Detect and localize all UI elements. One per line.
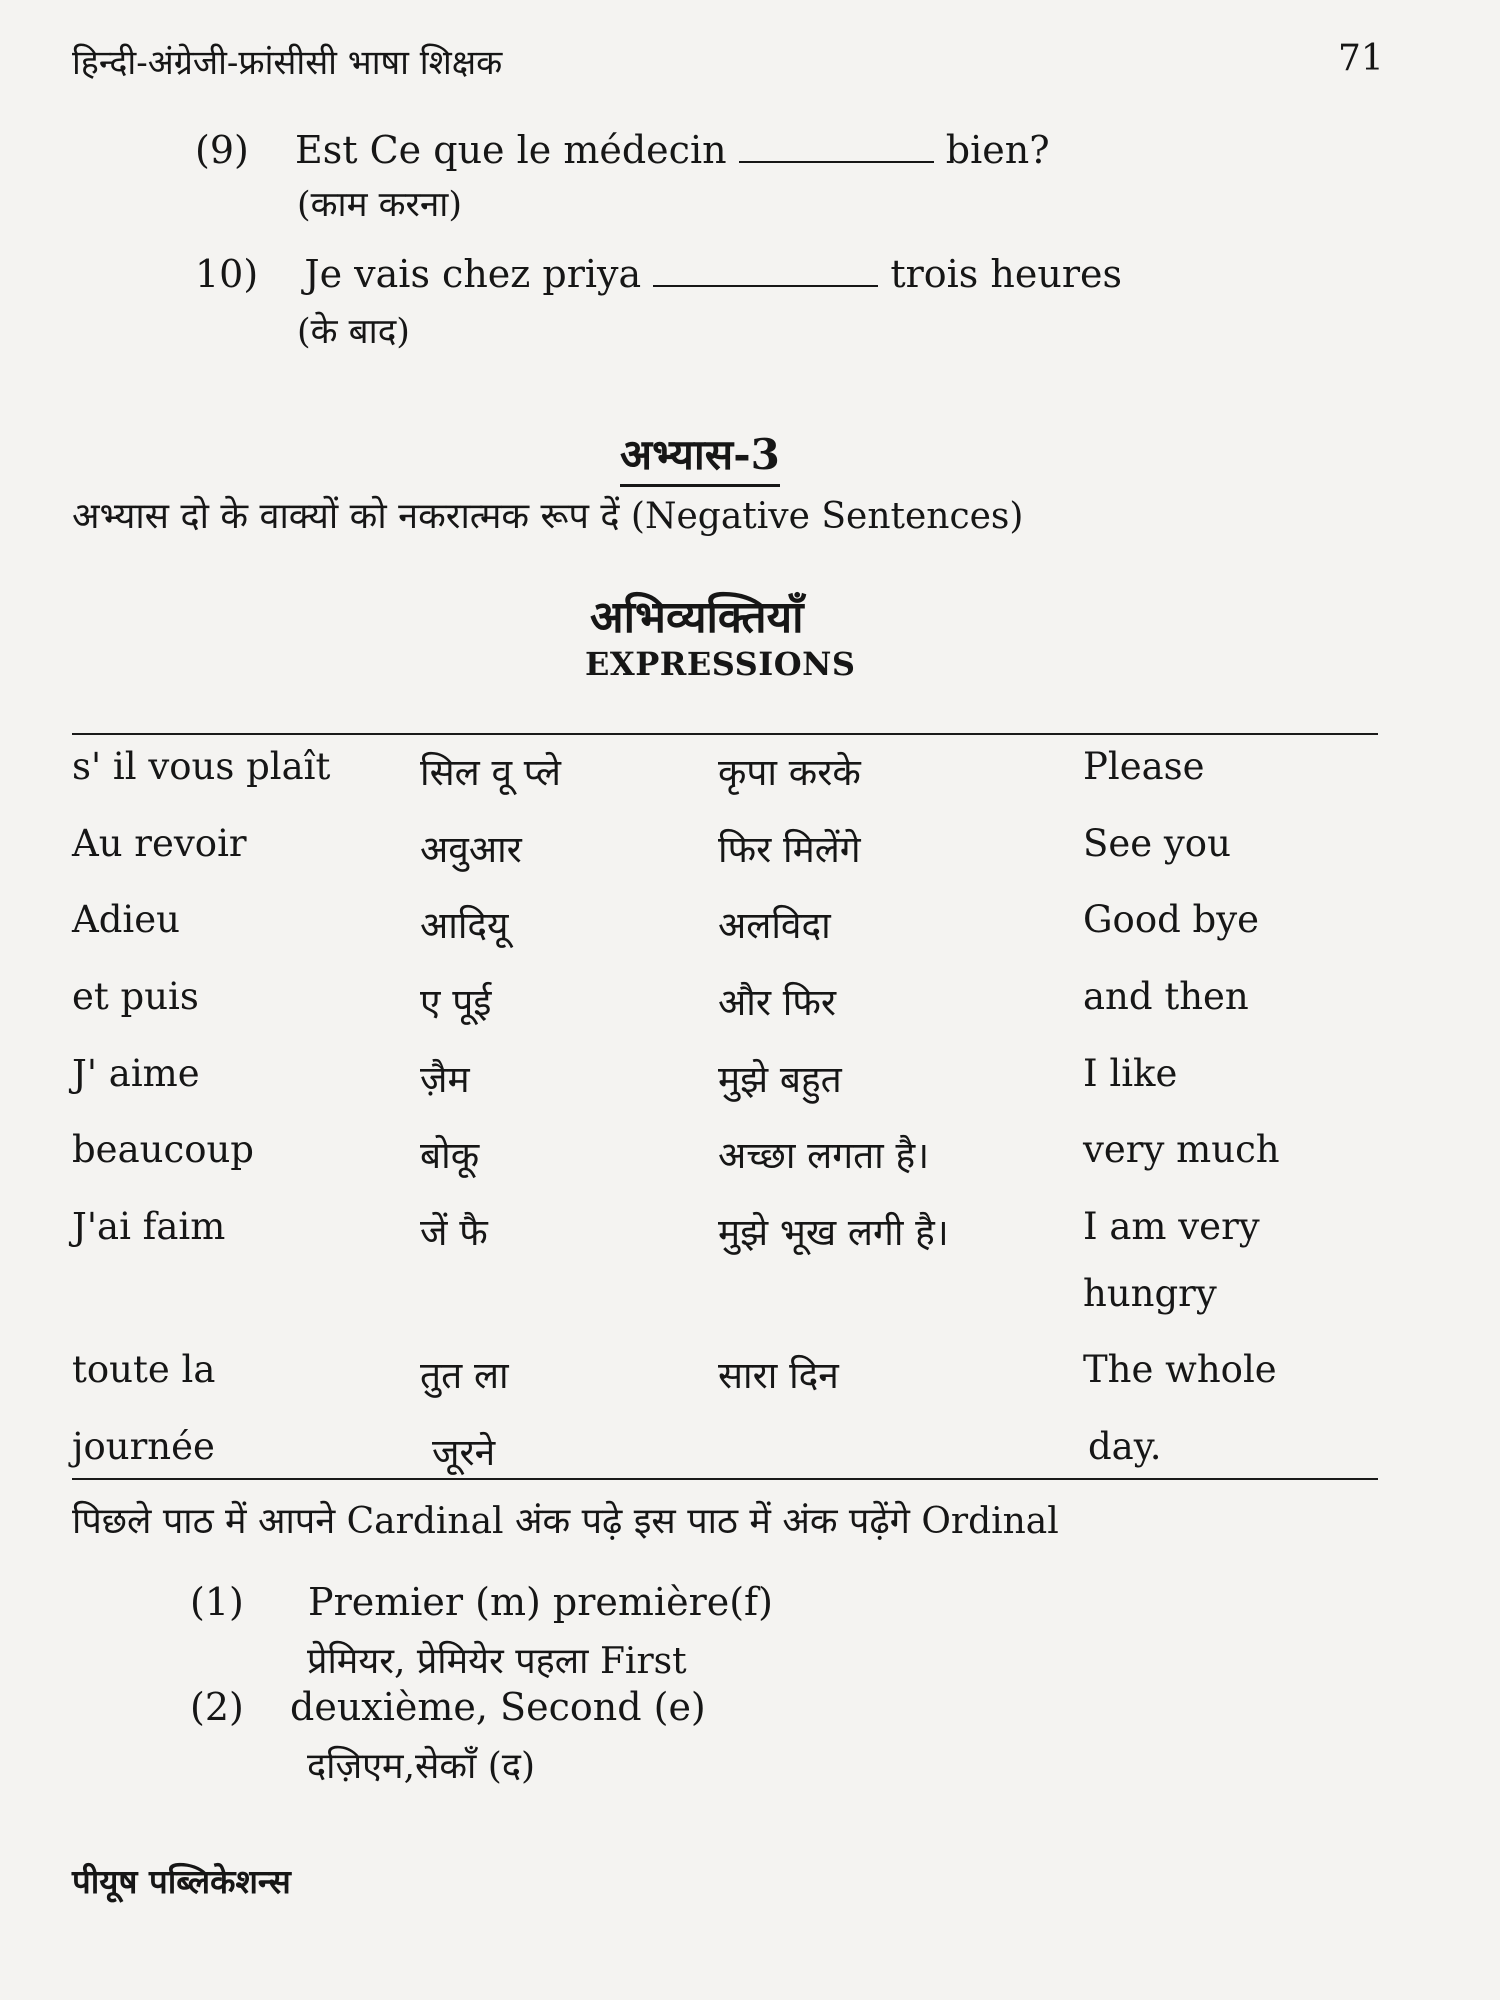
expressions-title-hindi: अभिव्यक्तियाँ: [590, 592, 804, 643]
hindi-meaning: मुझे भूख लगी है।: [718, 1211, 949, 1254]
pronunciation: बोकू: [420, 1134, 480, 1177]
exercise-text-after: bien?: [945, 128, 1050, 172]
pronunciation: सिल वू प्ले: [420, 751, 561, 794]
expressions-title-english: EXPRESSIONS: [585, 645, 856, 683]
exercise-text-after: trois heures: [890, 252, 1122, 296]
pronunciation: अवुआर: [420, 828, 522, 871]
exercise-9-hint: (काम करना): [297, 185, 462, 225]
pronunciation: आदियू: [420, 904, 509, 947]
exercise-9: [195, 128, 1050, 172]
english-meaning: Please: [1083, 745, 1205, 788]
exercise-number: (9): [195, 128, 249, 172]
hindi-meaning: फिर मिलेंगे: [718, 828, 861, 871]
page-number: 71: [1338, 38, 1384, 79]
french-term: s' il vous plaît: [72, 745, 331, 788]
ordinal-pronunciation: प्रेमियर, प्रेमियेर पहला First: [307, 1641, 687, 1682]
french-term: Au revoir: [72, 822, 247, 865]
ordinal-number: (1): [190, 1580, 244, 1624]
ordinal-pronunciation: दज़िएम,सेकाँ (द): [307, 1746, 535, 1787]
fill-in-blank: [739, 131, 934, 163]
hindi-meaning: अलविदा: [718, 904, 831, 947]
exercise-text-before: Je vais chez priya: [304, 252, 642, 296]
pronunciation: ए पूई: [420, 981, 492, 1024]
section-instruction: अभ्यास दो के वाक्यों को नकरात्मक रूप दें (Negative Sentences): [72, 496, 1024, 537]
ordinal-french: deuxième, Second (e): [290, 1685, 706, 1729]
exercise-10: [195, 252, 1122, 296]
french-term: beaucoup: [72, 1128, 254, 1171]
english-meaning-continued: hungry: [1083, 1272, 1217, 1315]
table-top-rule: [72, 733, 1378, 735]
exercise-number: 10): [195, 252, 259, 296]
table-bottom-rule: [72, 1478, 1378, 1480]
ordinal-french: Premier (m) première(f): [308, 1580, 773, 1624]
fill-in-blank: [653, 255, 878, 287]
french-term: toute la: [72, 1348, 216, 1391]
ordinal-number: (2): [190, 1685, 244, 1729]
hindi-meaning: कृपा करके: [718, 751, 861, 794]
french-term: et puis: [72, 975, 199, 1018]
ordinal-item-1: [190, 1580, 773, 1624]
hindi-meaning: मुझे बहुत: [718, 1058, 842, 1101]
pronunciation: जें फै: [420, 1211, 488, 1254]
section-title: अभ्यास-3: [620, 425, 780, 487]
english-meaning: day.: [1088, 1425, 1162, 1468]
ordinal-intro: पिछले पाठ में आपने Cardinal अंक पढ़े इस पाठ में अंक पढ़ेंगे Ordinal: [72, 1501, 1059, 1542]
english-meaning: The whole: [1083, 1348, 1277, 1391]
exercise-10-hint: (के बाद): [297, 312, 410, 352]
english-meaning: and then: [1083, 975, 1249, 1018]
ordinal-item-2: [190, 1685, 706, 1729]
running-header: हिन्दी-अंग्रेजी-फ्रांसीसी भाषा शिक्षक: [72, 43, 503, 83]
french-term: Adieu: [72, 898, 180, 941]
hindi-meaning: अच्छा लगता है।: [718, 1134, 930, 1177]
english-meaning: very much: [1083, 1128, 1280, 1171]
english-meaning: I am very: [1083, 1205, 1260, 1248]
english-meaning: Good bye: [1083, 898, 1260, 941]
pronunciation: ज़ैम: [420, 1058, 470, 1101]
pronunciation: जूरने: [432, 1431, 496, 1474]
hindi-meaning: और फिर: [718, 981, 836, 1024]
hindi-meaning: सारा दिन: [718, 1354, 839, 1397]
english-meaning: I like: [1083, 1052, 1178, 1095]
french-term: journée: [72, 1425, 215, 1468]
exercise-text-before: Est Ce que le médecin: [295, 128, 727, 172]
pronunciation: तुत ला: [420, 1354, 509, 1397]
english-meaning: See you: [1083, 822, 1231, 865]
french-term: J' aime: [72, 1052, 200, 1095]
publisher-footer: पीयूष पब्लिकेशन्स: [72, 1862, 291, 1901]
french-term: J'ai faim: [72, 1205, 226, 1248]
